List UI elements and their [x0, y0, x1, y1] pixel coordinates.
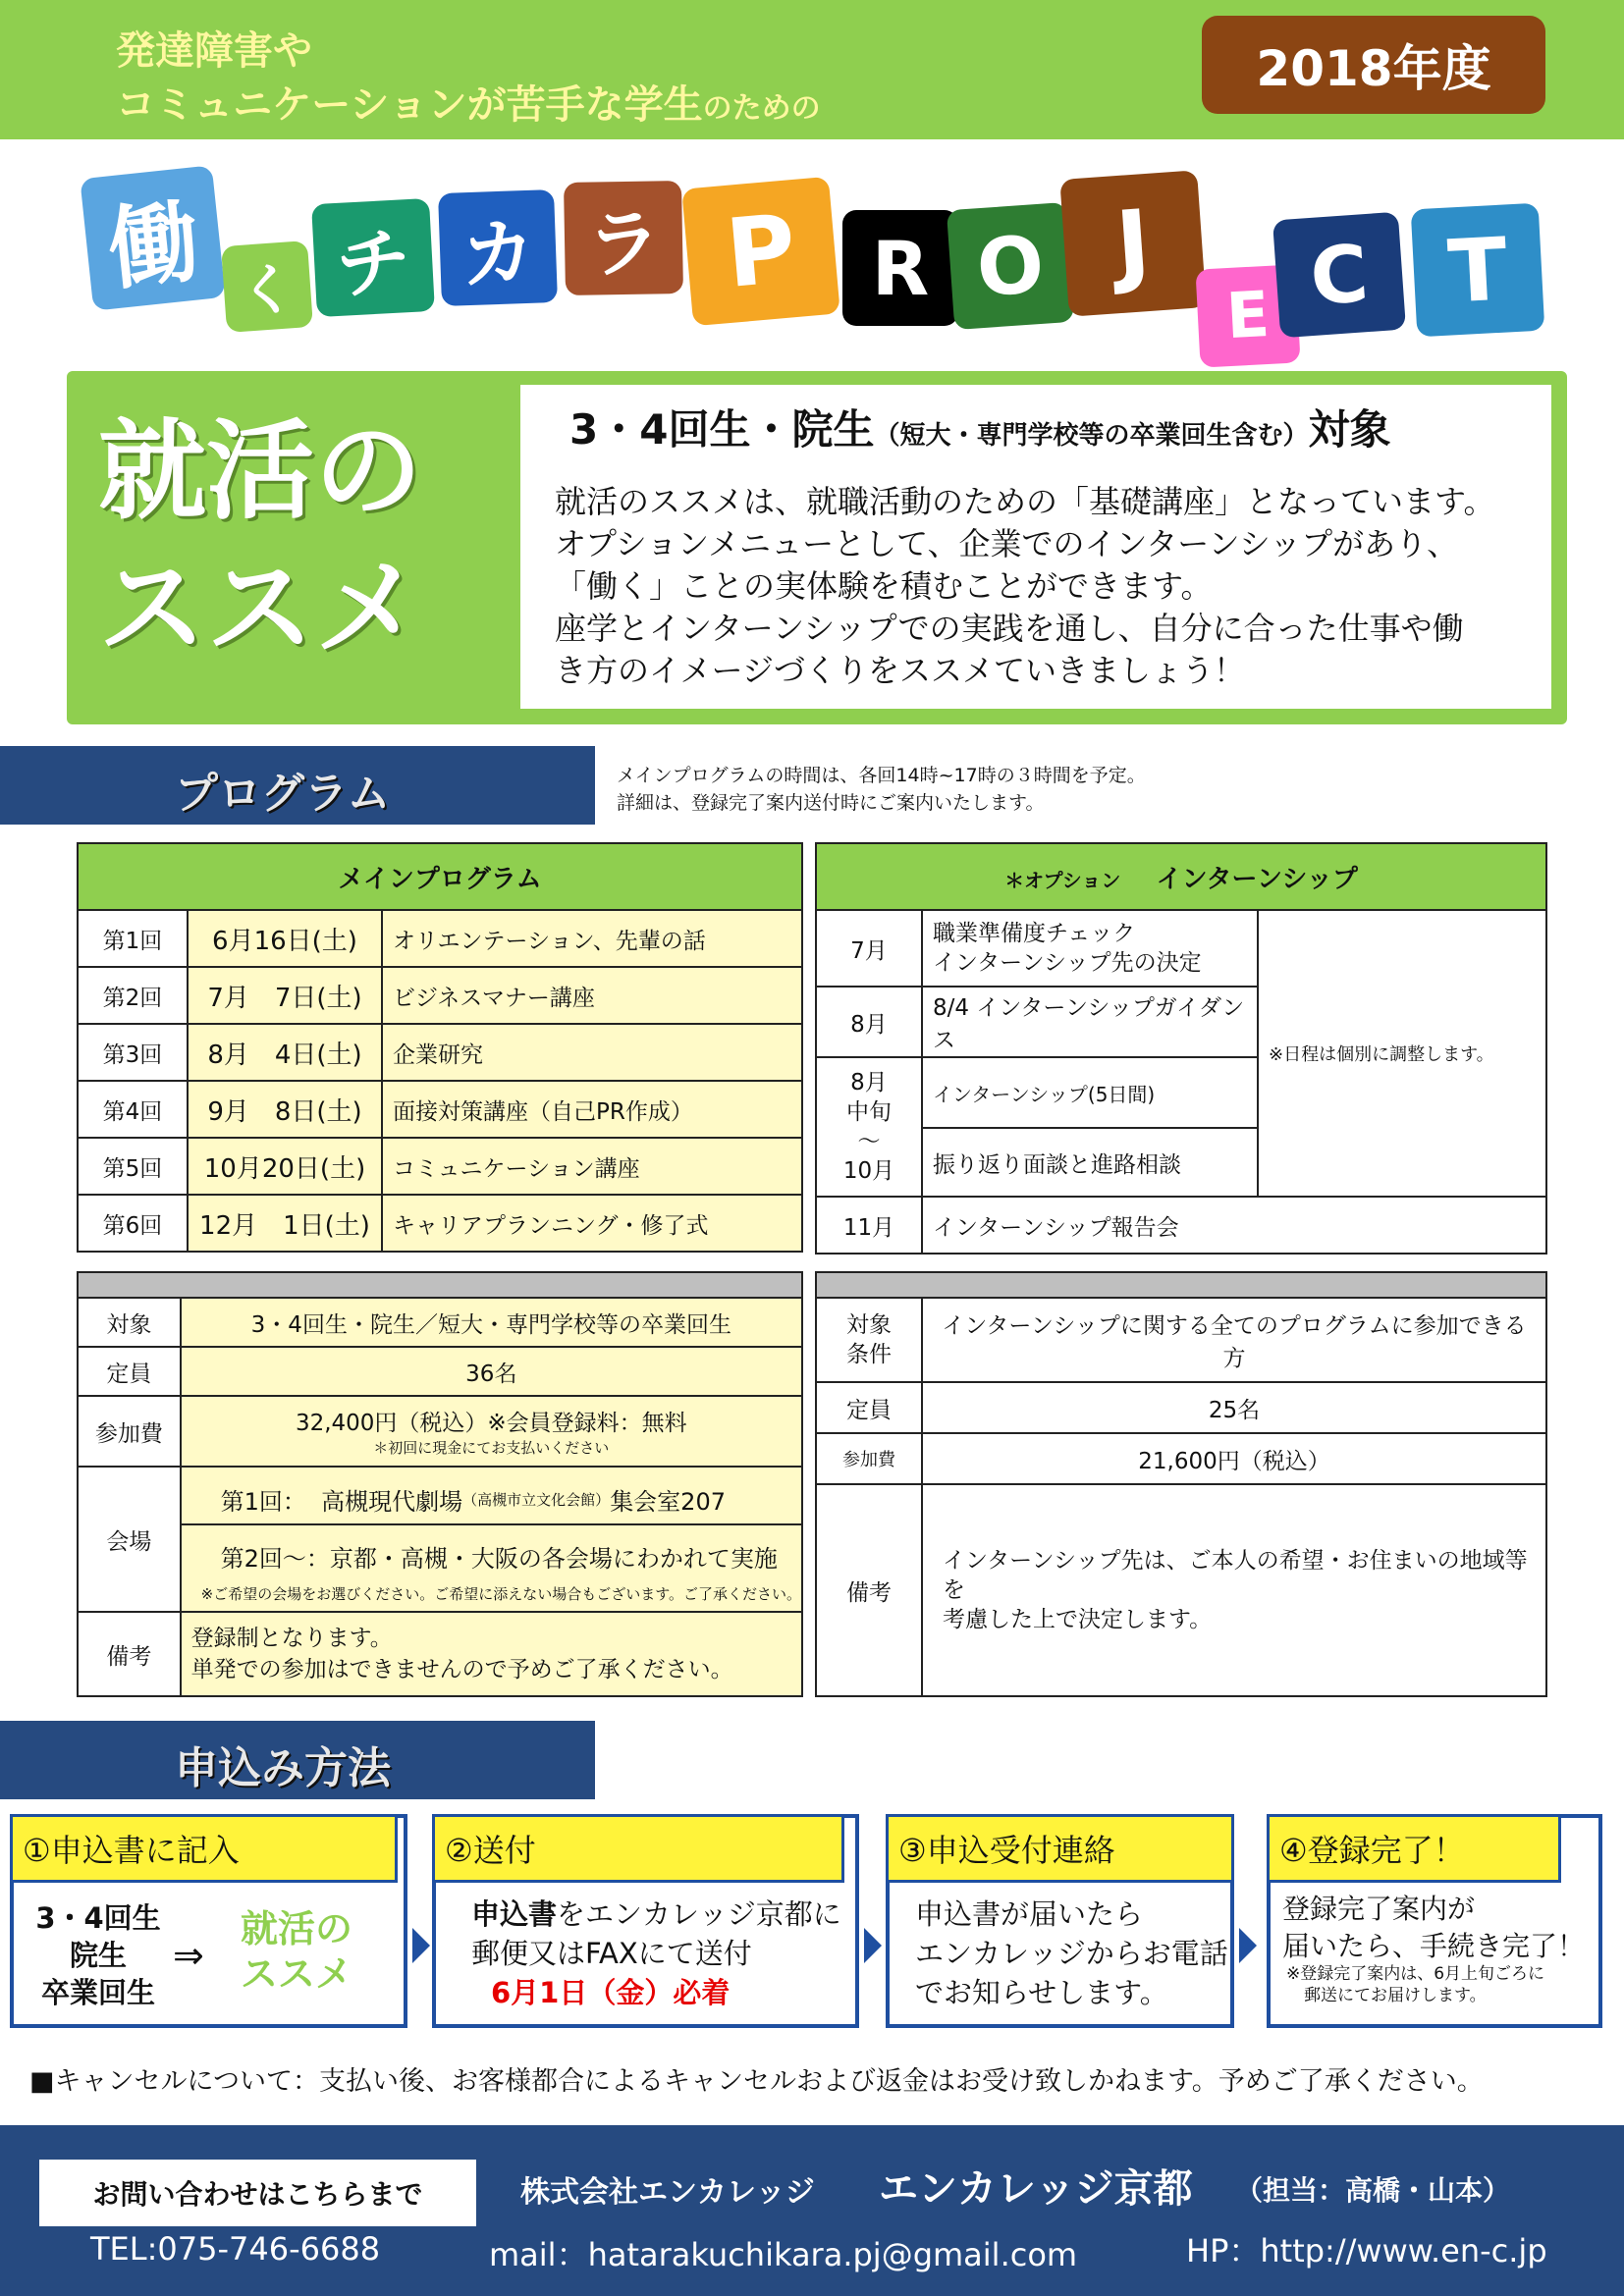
- target-paren: （短大・専門学校等の卒業回生含む）: [874, 421, 1309, 451]
- program-note-2: 詳細は、登録完了案内送付時にご案内いたします。: [617, 792, 1045, 814]
- step-4-note-line: ※登録完了案内は、6月上旬ごろに: [1286, 1964, 1545, 1984]
- intro-desc-line: オプションメニューとして、企業でのインターンシップがあり、: [555, 525, 1459, 562]
- table-row: [78, 967, 802, 1024]
- step-1-right-line: ススメ: [241, 1952, 353, 1996]
- step-1-right-line: 就活の: [241, 1907, 353, 1950]
- footer-company: 株式会社エンカレッジ: [520, 2175, 815, 2210]
- table-row: [78, 1467, 802, 1612]
- step-3-line: 申込書が届いたら: [915, 1897, 1144, 1931]
- chevron-right-icon: [1239, 1928, 1257, 1963]
- logo-tile-ra: ラ: [564, 181, 683, 295]
- option-header-prefix: ＊オプション: [1004, 868, 1121, 892]
- step-3-line: エンカレッジからお電話: [915, 1937, 1228, 1970]
- option-content: インターンシップ報告会: [922, 1197, 1546, 1254]
- step-2-line-1: をエンカレッジ京都に: [557, 1897, 841, 1931]
- step-2-line-2: 郵便又はFAXにて送付: [471, 1937, 752, 1970]
- intro-desc-line: 「働く」ことの実体験を積むことができます。: [555, 567, 1213, 605]
- detail-label: 備考: [78, 1612, 181, 1696]
- step-4-note: [1286, 1963, 1544, 2006]
- option-internship-table: [815, 842, 1547, 1255]
- tagline-2-main: コミュニケーションが苦手な学生: [116, 82, 703, 128]
- option-month-range: [816, 1057, 922, 1197]
- detail-label: 定員: [816, 1382, 922, 1433]
- session-date: 9月 8日(土): [188, 1081, 382, 1138]
- logo-tile-ka: カ: [438, 189, 558, 306]
- detail-value: 21,600円（税込）: [922, 1433, 1546, 1484]
- fee-note: ＊初回に現金にてお支払いください: [373, 1439, 610, 1457]
- detail-value: [181, 1396, 802, 1467]
- target-suffix: 対象: [1308, 405, 1391, 454]
- program-note-1: メインプログラムの時間は、各回14時~17時の３時間を予定。: [617, 765, 1146, 786]
- intro-desc-line: 座学とインターンシップでの実践を通し、自分に合った仕事や働: [555, 610, 1464, 647]
- table-row: [816, 1484, 1546, 1696]
- session-date: 10月20日(土): [188, 1138, 382, 1195]
- logo-tile-ku: く: [221, 240, 313, 333]
- step-1-header: ①申込書に記入: [10, 1814, 398, 1883]
- detail-label: 会場: [78, 1467, 181, 1612]
- logo-tile-o: O: [947, 202, 1074, 330]
- option-month-end: 10月: [842, 1158, 895, 1184]
- detail-value: 36名: [181, 1347, 802, 1396]
- session-date: 12月 1日(土): [188, 1195, 382, 1252]
- step-3-line: でお知らせします。: [915, 1976, 1168, 2009]
- option-header: [816, 843, 1546, 910]
- detail-label: 参加費: [78, 1396, 181, 1467]
- detail-value: [922, 1484, 1546, 1696]
- target-main: 3・4回生・院生: [569, 405, 875, 454]
- cancel-note: ■キャンセルについて：支払い後、お客様都合によるキャンセルおよび返金はお受け致しかねます。予めご了承ください。: [29, 2066, 1484, 2097]
- step-1-left-line: 院生: [69, 1939, 127, 1972]
- program-note: [617, 762, 1146, 817]
- apply-section-header: [0, 1721, 595, 1799]
- step-2-header: ②送付: [432, 1814, 844, 1883]
- step-2-text: [471, 1895, 841, 2012]
- details-gray-header: [78, 1272, 802, 1298]
- table-row: [78, 1396, 802, 1467]
- chevron-right-icon: [864, 1928, 882, 1963]
- detail-label: 備考: [816, 1484, 922, 1696]
- step-4-note-line: 郵送にてお届けします。: [1304, 1986, 1487, 2005]
- apply-section-title: 申込み方法: [175, 1743, 391, 1793]
- footer-tel[interactable]: TEL:075-746-6688: [90, 2230, 381, 2268]
- year-badge: 2018年度: [1202, 16, 1545, 114]
- session-title: オリエンテーション、先輩の話: [382, 910, 802, 967]
- contact-button[interactable]: お問い合わせはこちらまで: [39, 2160, 476, 2226]
- logo-tile-r: R: [842, 210, 958, 326]
- option-month: 8月: [816, 987, 922, 1057]
- step-4-text: [1282, 1891, 1585, 1965]
- footer-staff: （担当：高橋・山本）: [1235, 2174, 1511, 2207]
- table-row: [816, 1197, 1546, 1254]
- step-1-right: [241, 1906, 352, 1997]
- tagline-1-text: 発達障害や: [116, 28, 312, 74]
- step-3-text: [915, 1895, 1228, 2012]
- remarks-line: インターンシップ先は、ご本人の希望・お住まいの地域等を: [943, 1548, 1528, 1603]
- logo-tile-e: E: [1195, 264, 1300, 367]
- program-section-header: [0, 746, 595, 825]
- main-details-table: [77, 1271, 803, 1697]
- logo-tile-c: C: [1272, 212, 1406, 339]
- step-2-bold: 申込書: [471, 1897, 558, 1931]
- logo-tile-chi: チ: [311, 198, 435, 317]
- option-month: 11月: [816, 1197, 922, 1254]
- session-date: 6月16日(土): [188, 910, 382, 967]
- venue-2: 第2回～：京都・高槻・大阪の各会場にわかれて実施: [220, 1545, 778, 1573]
- session-title: キャリアプランニング・修了式: [382, 1195, 802, 1252]
- venue-1-paren: （高槻市立文化会館）: [462, 1490, 611, 1509]
- footer-office: エンカレッジ京都: [879, 2166, 1193, 2212]
- venue-note: ※ご希望の会場をお選びください。ご希望に添えない場合もございます。ご了承ください。: [200, 1585, 801, 1603]
- logo-tile-j: J: [1059, 170, 1206, 316]
- option-header-main: インターンシップ: [1156, 864, 1358, 894]
- intro-target-line: [569, 398, 1390, 456]
- session-date: 8月 4日(土): [188, 1024, 382, 1081]
- fee-value: 32,400円（税込）※会員登録料：無料: [295, 1411, 687, 1436]
- session-no: 第2回: [78, 967, 188, 1024]
- table-row: [78, 1195, 802, 1252]
- session-no: 第3回: [78, 1024, 188, 1081]
- session-no: 第6回: [78, 1195, 188, 1252]
- option-content: 振り返り面談と進路相談: [922, 1128, 1258, 1197]
- detail-label: 定員: [78, 1347, 181, 1396]
- option-content: 8/4 インターンシップガイダンス: [922, 987, 1258, 1057]
- session-title: ビジネスマナー講座: [382, 967, 802, 1024]
- table-row: [78, 1298, 802, 1347]
- step-1-left-line: 3・4回生: [35, 1901, 161, 1935]
- logo-tile-p: P: [681, 177, 840, 327]
- table-row: [816, 910, 1546, 987]
- main-program-table: [77, 842, 803, 1253]
- table-row: [816, 1382, 1546, 1433]
- step-4-header: ④登録完了！: [1267, 1814, 1561, 1883]
- option-schedule-note: ※日程は個別に調整します。: [1258, 910, 1546, 1197]
- step-1-arrow: ⇒: [173, 1934, 204, 1977]
- footer-mail[interactable]: mail：hatarakuchikara.pj@gmail.com: [489, 2236, 1078, 2273]
- main-program-header: メインプログラム: [78, 843, 802, 910]
- session-no: 第4回: [78, 1081, 188, 1138]
- session-no: 第5回: [78, 1138, 188, 1195]
- detail-value: 3・4回生・院生／短大・専門学校等の卒業回生: [181, 1298, 802, 1347]
- step-2-deadline: 6月1日（金）必着: [491, 1976, 731, 2009]
- chevron-right-icon: [412, 1928, 430, 1963]
- table-row: [78, 1347, 802, 1396]
- option-content-line: インターンシップ先の決定: [933, 950, 1202, 976]
- logo-tile-hataraku: 働: [80, 165, 225, 310]
- detail-label: [816, 1298, 922, 1382]
- detail-value: [181, 1612, 802, 1696]
- intro-title-line-1: 就活の: [98, 408, 422, 534]
- option-month-tilde: ～: [857, 1129, 881, 1154]
- detail-value: 25名: [922, 1382, 1546, 1433]
- table-row: [78, 910, 802, 967]
- detail-label: 参加費: [816, 1433, 922, 1484]
- detail-value: インターンシップに関する全てのプログラムに参加できる方: [922, 1298, 1546, 1382]
- option-details-table: [815, 1271, 1547, 1697]
- intro-title-line-2: ススメ: [98, 546, 422, 671]
- session-title: 面接対策講座（自己PR作成）: [382, 1081, 802, 1138]
- session-date: 7月 7日(土): [188, 967, 382, 1024]
- tagline-line-1: [116, 20, 312, 76]
- option-content: インターンシップ(5日間): [922, 1057, 1258, 1128]
- tagline-line-2: [116, 74, 821, 130]
- program-section-title: プログラム: [175, 769, 391, 819]
- venue-1-prefix: 第1回：: [220, 1487, 306, 1516]
- session-title: 企業研究: [382, 1024, 802, 1081]
- intro-title: [98, 402, 501, 677]
- venue-1-name: 高槻現代劇場: [321, 1487, 463, 1516]
- detail-label: 対象: [78, 1298, 181, 1347]
- footer-hp[interactable]: HP：http://www.en-c.jp: [1186, 2232, 1547, 2269]
- option-month: 7月: [816, 910, 922, 987]
- table-row: [78, 1024, 802, 1081]
- option-content: [922, 910, 1258, 987]
- step-1-left: [25, 1899, 172, 2011]
- remarks-line: 単発での参加はできませんので予めご了承ください。: [190, 1657, 733, 1682]
- target-label-2: 条件: [846, 1342, 892, 1367]
- logo-tile-t: T: [1411, 203, 1545, 338]
- tagline-2-suffix: のための: [702, 91, 821, 126]
- detail-value: [181, 1467, 802, 1612]
- remarks-line: 考慮した上で決定します。: [943, 1607, 1213, 1632]
- step-1-left-line: 卒業回生: [40, 1976, 155, 2009]
- table-row: [78, 1081, 802, 1138]
- table-row: [78, 1138, 802, 1195]
- venue-1: [182, 1474, 801, 1525]
- option-month-mid: 中旬: [846, 1099, 892, 1125]
- remarks-line: 登録制となります。: [190, 1626, 393, 1651]
- option-month-start: 8月: [850, 1070, 888, 1095]
- step-3-header: ③申込受付連絡: [886, 1814, 1234, 1883]
- target-label-1: 対象: [846, 1312, 892, 1338]
- table-row: [78, 1612, 802, 1696]
- step-4-line: 登録完了案内が: [1282, 1893, 1476, 1925]
- intro-desc-line: き方のイメージづくりをススメていきましょう！: [555, 652, 1246, 689]
- option-content-line: 職業準備度チェック: [933, 921, 1136, 946]
- intro-desc-line: 就活のススメは、就職活動のための「基礎講座」となっています。: [555, 483, 1495, 520]
- session-no: 第1回: [78, 910, 188, 967]
- table-row: [816, 1298, 1546, 1382]
- venue-1-room: 集会室207: [610, 1487, 726, 1516]
- details-gray-header: [816, 1272, 1546, 1298]
- session-title: コミュニケーション講座: [382, 1138, 802, 1195]
- table-row: [816, 1433, 1546, 1484]
- step-4-line: 届いたら、手続き完了！: [1282, 1930, 1586, 1962]
